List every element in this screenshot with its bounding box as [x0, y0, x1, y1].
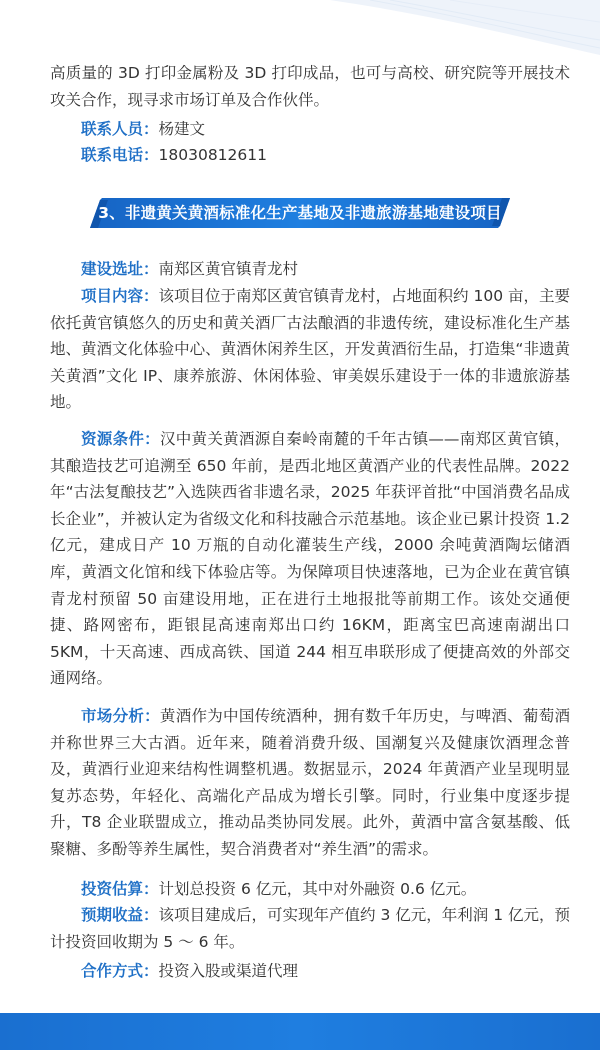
contact-phone-value: 18030812611 [158, 146, 267, 164]
section-title: 3、非遗黄关黄酒标准化生产基地及非遗旅游基地建设项目 [98, 204, 502, 222]
contact-person-value: 杨建文 [158, 120, 206, 138]
cooperation-label: 合作方式： [81, 962, 159, 980]
contact-phone-line [81, 142, 267, 168]
contact-person-label: 联系人员： [81, 120, 159, 138]
contact-person-line [81, 116, 205, 142]
cooperation-line [81, 958, 298, 984]
content-label: 项目内容： [81, 287, 159, 305]
market-label: 市场分析： [81, 707, 160, 725]
resources-label: 资源条件： [81, 430, 160, 448]
cooperation-value: 投资入股或渠道代理 [158, 962, 299, 980]
resources-paragraph [50, 426, 570, 692]
investment-value: 计划总投资 6 亿元，其中对外融资 0.6 亿元。 [158, 880, 477, 898]
intro-continuation: 高质量的 3D 打印金属粉及 3D 打印成品，也可与高校、研究院等开展技术攻关合作，现寻求市场订单及合作伙伴。 [50, 64, 570, 109]
market-text: 黄酒作为中国传统酒种，拥有数千年历史，与啤酒、葡萄酒并称世界三大古酒。近年来，随着消费升级、国潮复兴及健康饮酒理念普及，黄酒行业迎来结构性调整机遇。数据显示，2024 年黄酒产业呈现明显复苏态势，年轻化、高端化产品成为增长引擎。同时，行业集中度逐步提升，T8 企业联盟成立，推动品类协同发展。此外，黄酒中富含氨基酸、低聚糖、多酚等养生属性，契合消费者对“养生酒”的需求。 [50, 707, 570, 858]
contact-phone-label: 联系电话： [81, 146, 159, 164]
site-label: 建设选址： [81, 260, 159, 278]
returns-text: 该项目建成后，可实现年产值约 3 亿元，年利润 1 亿元，预计投资回收期为 5 ～ 6 年。 [50, 906, 570, 951]
section-title-banner [90, 198, 510, 228]
returns-label: 预期收益： [81, 906, 159, 924]
market-paragraph [50, 703, 570, 863]
content-paragraph [50, 283, 570, 416]
corner-decoration [330, 0, 600, 60]
investment-label: 投资估算： [81, 880, 159, 898]
site-line [81, 256, 298, 282]
returns-paragraph [50, 902, 570, 955]
footer-bar [0, 1013, 600, 1050]
content-text: 该项目位于南郑区黄官镇青龙村，占地面积约 100 亩，主要依托黄官镇悠久的历史和黄关酒厂古法酿酒的非遗传统，建设标准化生产基地、黄酒文化体验中心、黄酒休闲养生区，开发黄酒衍生品，打造集“非遗黄关黄酒”文化 IP、康养旅游、休闲体验、审美娱乐建设于一体的非遗旅游基地。 [50, 287, 570, 412]
resources-text: 汉中黄关黄酒源自秦岭南麓的千年古镇——南郑区黄官镇，其酿造技艺可追溯至 650 年前，是西北地区黄酒产业的代表性品牌。2022 年“古法复酿技艺”入选陕西省非遗名录，2025 年获评首批“中国消费名品成长企业”，并被认定为省级文化和科技融合示范基地。该企业已累计投资 1.2 亿元，建成日产 10 万瓶的自动化灌装生产线，2000 余吨黄酒陶坛储酒库，黄酒文化馆和线下体验店等。为保障项目快速落地，已为企业在黄官镇青龙村预留 50 亩建设用地，正在进行土地报批等前期工作。该处交通便捷、路网密布，距银昆高速南郑出口约 16KM，距离宝巴高速南湖出口 5KM，十天高速、西成高铁、国道 244 相互串联形成了便捷高效的外部交通网络。 [50, 430, 570, 688]
investment-line [81, 876, 476, 902]
site-value: 南郑区黄官镇青龙村 [158, 260, 299, 278]
